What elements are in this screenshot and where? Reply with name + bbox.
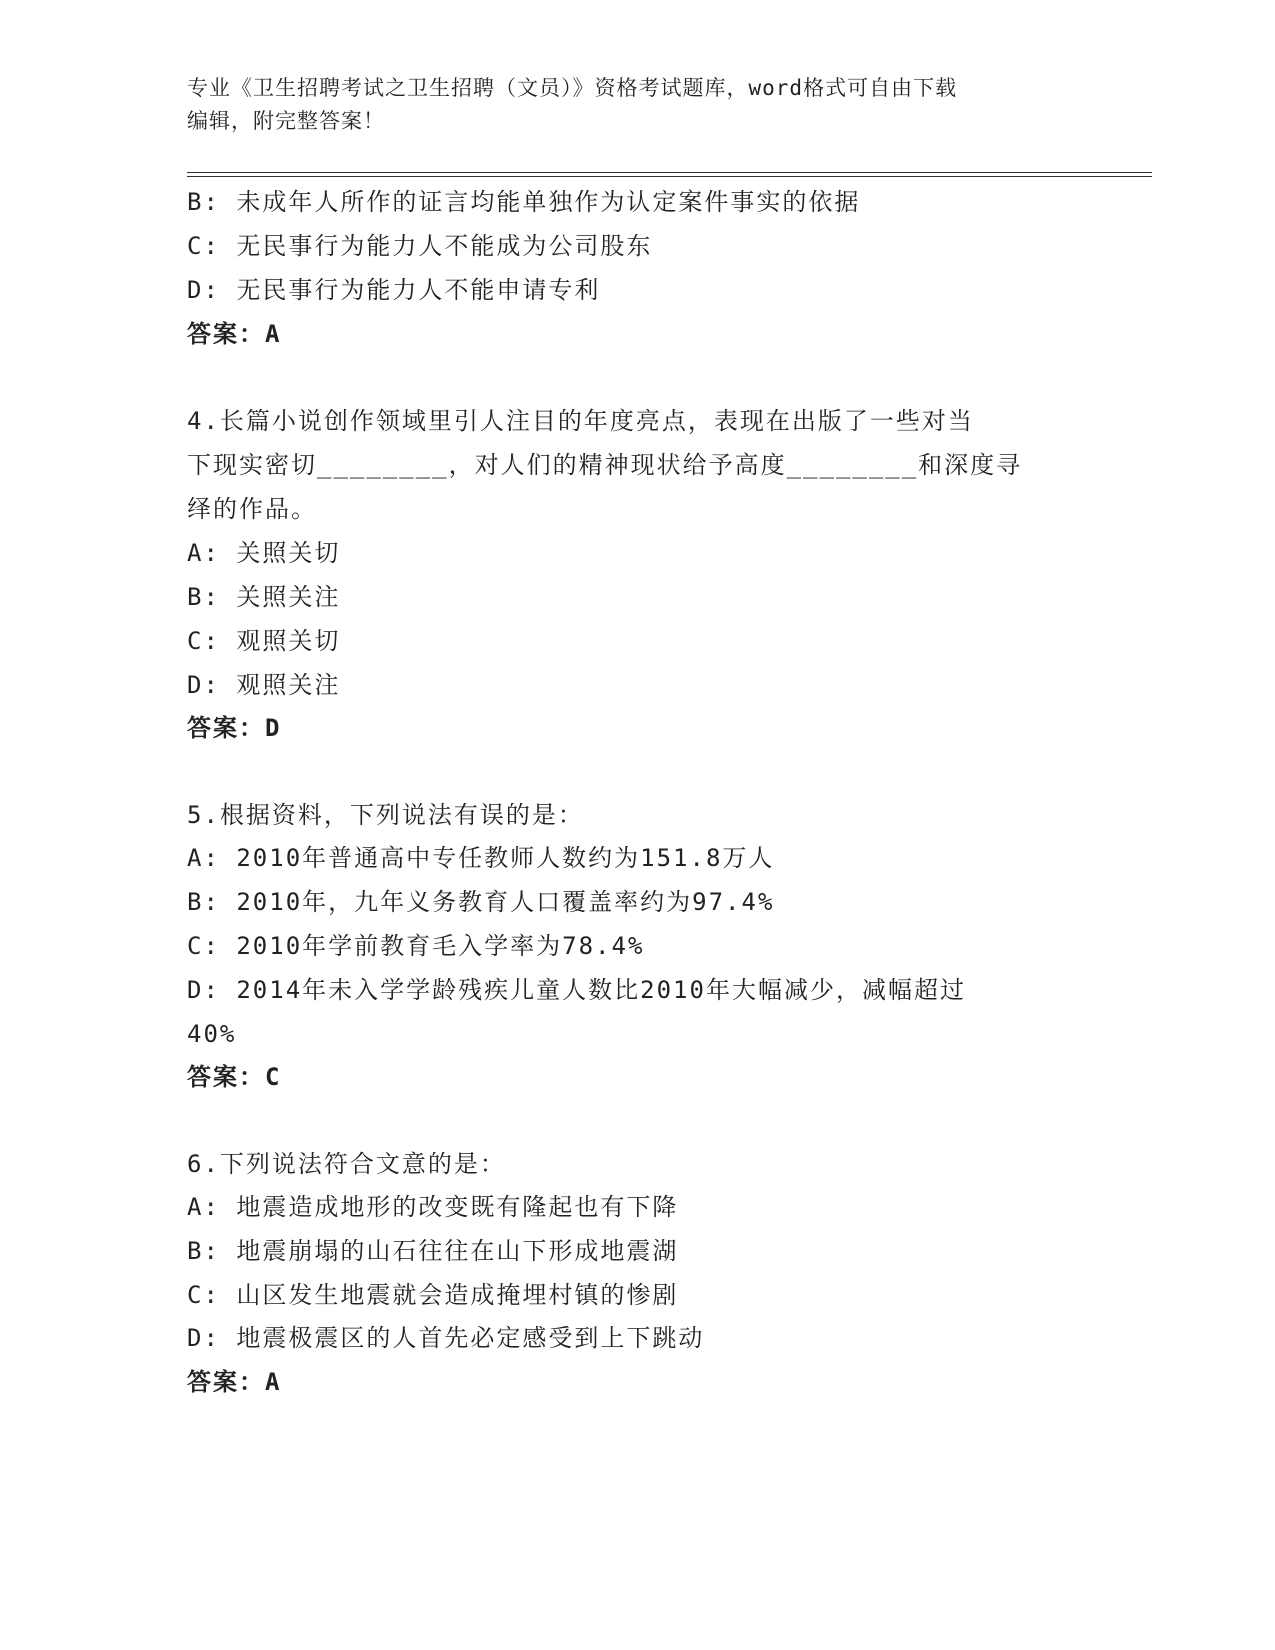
header-line-2: 编辑，附完整答案！: [187, 109, 385, 133]
q3-option-b: B: 未成年人所作的证言均能单独作为认定案件事实的依据: [187, 188, 861, 216]
q3-option-c: C: 无民事行为能力人不能成为公司股东: [187, 232, 653, 260]
q5-stem: 5.根据资料，下列说法有误的是：: [187, 801, 584, 829]
header-rule-bottom: [187, 176, 1152, 177]
header-line-1: 专业《卫生招聘考试之卫生招聘（文员）》资格考试题库，word格式可自由下载: [187, 76, 958, 100]
q5-answer: 答案：C: [187, 1063, 282, 1091]
q4-option-b: B: 关照关注: [187, 583, 341, 611]
q5-option-d-continued: 40%: [187, 1020, 237, 1048]
header-rule-top: [187, 172, 1152, 173]
document-header: [187, 72, 1067, 138]
q6-answer: 答案：A: [187, 1368, 282, 1396]
q6-option-c: C: 山区发生地震就会造成掩埋村镇的惨剧: [187, 1281, 679, 1309]
q5-option-d: D: 2014年未入学学龄残疾儿童人数比2010年大幅减少，减幅超过: [187, 976, 966, 1004]
q4-option-a: A: 关照关切: [187, 539, 341, 567]
q3-option-d: D: 无民事行为能力人不能申请专利: [187, 276, 601, 304]
q5-option-b: B: 2010年，九年义务教育人口覆盖率约为97.4%: [187, 888, 775, 916]
q5-option-c: C: 2010年学前教育毛入学率为78.4%: [187, 932, 645, 960]
q6-option-b: B: 地震崩塌的山石往往在山下形成地震湖: [187, 1237, 679, 1265]
q6-option-d: D: 地震极震区的人首先必定感受到上下跳动: [187, 1324, 705, 1352]
q4-stem-line-2: 下现实密切________，对人们的精神现状给予高度________和深度寻: [187, 451, 1023, 479]
q4-answer: 答案：D: [187, 714, 282, 742]
q4-stem-line-1: 4.长篇小说创作领域里引人注目的年度亮点，表现在出版了一些对当: [187, 407, 974, 435]
q6-option-a: A: 地震造成地形的改变既有隆起也有下降: [187, 1193, 679, 1221]
q6-stem: 6.下列说法符合文意的是：: [187, 1150, 506, 1178]
q4-option-c: C: 观照关切: [187, 627, 341, 655]
q3-answer: 答案：A: [187, 320, 282, 348]
q4-stem-line-3: 绎的作品。: [187, 495, 317, 523]
q5-option-a: A: 2010年普通高中专任教师人数约为151.8万人: [187, 844, 775, 872]
q4-option-d: D: 观照关注: [187, 671, 341, 699]
